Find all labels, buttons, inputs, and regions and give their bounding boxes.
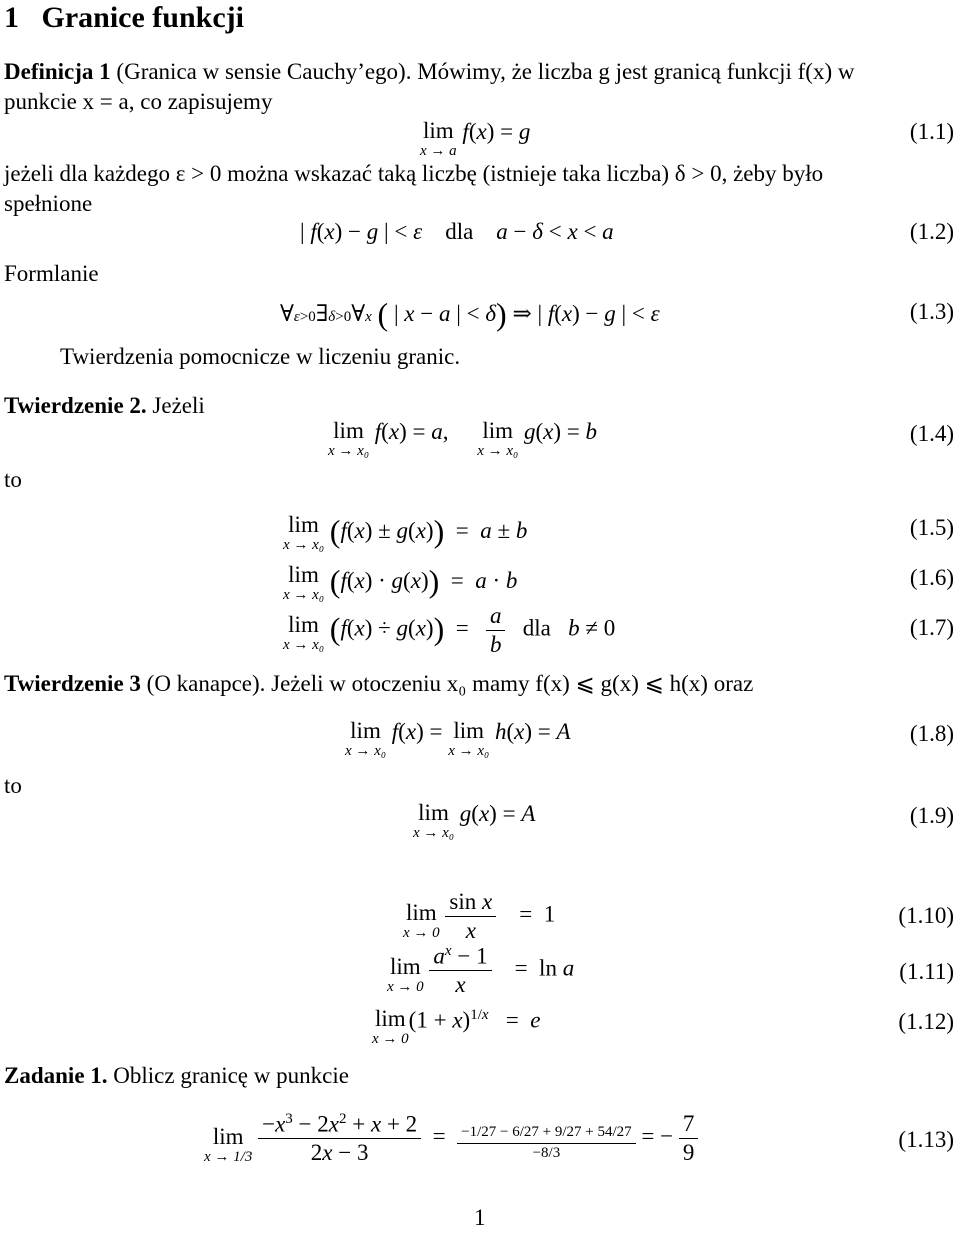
formula-1-11: lim x → 0 $\frac{a^x - 1}{x}$ = ln a (387, 943, 575, 998)
eq-number-1-4: (1.4) (909, 421, 954, 446)
definition-name: (Granica w sensie Cauchy’ego). (116, 59, 412, 84)
formula-1-1: lim x → a f(x) = g (420, 118, 531, 160)
formula-1-5: lim x → x₀ (f(x) ± g(x)) = a ± b (283, 512, 528, 554)
eq-number-1-8: (1.8) (909, 721, 954, 746)
theorem-3-label: Twierdzenie 3 (4, 671, 141, 696)
section-title: Granice funkcji (41, 1, 244, 34)
exercise-label: Zadanie 1. (4, 1063, 108, 1088)
formula-1-6: lim x → x₀ (f(x) · g(x)) = a · b (283, 562, 518, 604)
eq-number-1-5: (1.5) (909, 515, 954, 540)
definition-line-1 (4, 58, 855, 86)
definition-label: Definicja 1 (4, 59, 111, 84)
formula-1-13: lim x → 1/3 $\frac{-x^3 - 2x^2 + x + 2}{2x - 3}$ = $\frac{-1/27 - 6/27 + 9/27 + 54/27}{-8/3}$ = − $\frac{7}{9}$ (204, 1110, 698, 1167)
eq-number-1-9: (1.9) (909, 803, 954, 828)
eq-number-1-3: (1.3) (909, 299, 954, 324)
formula-1-8: lim x → x₀ f(x) = lim x → x₀ h(x) = A (345, 718, 571, 760)
page-number: 1 (474, 1205, 486, 1230)
eq-number-1-10: (1.10) (898, 903, 954, 928)
theorem-3-name: (O kanapce). (146, 671, 266, 696)
formula-1-12: lim x → 0 $(1 + x)^{1/x} = e$ (372, 1006, 541, 1048)
theorem-3-text: Jeżeli w otoczeniu x₀ mamy f(x) ⩽ g(x) ⩽ h(x) oraz (271, 671, 754, 696)
eq-number-1-13: (1.13) (898, 1127, 954, 1152)
formula-1-2: | f(x) − g | < ε dla a − δ < x < a (300, 219, 614, 244)
exercise-text: Oblicz granicę w punkcie (113, 1063, 349, 1088)
condition-line-2: spełnione (4, 191, 93, 216)
theorem-2-to: to (4, 467, 22, 492)
eq-number-1-2: (1.2) (909, 219, 954, 244)
formula-1-3: ∀ε>0∃δ>0∀x ( | x − a | < δ) ⇒ | f(x) − g | < ε (280, 296, 660, 332)
section-heading (4, 0, 244, 36)
condition-line-1: jeżeli dla każdego ε > 0 można wskazać taką liczbę (istnieje taka liczba) δ > 0, żeby było (4, 161, 824, 186)
theorem-2-heading (4, 392, 205, 420)
definition-line-2: punkcie x = a, co zapisujemy (4, 89, 273, 114)
theorem-2-label: Twierdzenie 2. (4, 393, 147, 418)
section-number: 1 (4, 1, 19, 34)
formula-1-10: lim x → 0 $\frac{\text{sin x}}{x}$ = 1 (403, 889, 556, 943)
exercise-heading (4, 1062, 349, 1090)
eq-number-1-12: (1.12) (898, 1009, 954, 1034)
theorem-3-heading (4, 670, 753, 698)
theorem-3-to: to (4, 773, 22, 798)
helper-note: Twierdzenia pomocnicze w liczeniu granic. (60, 344, 461, 369)
formula-1-4: lim x → x₀ f(x) = a, lim x → x₀ g(x) = b (328, 418, 598, 460)
eq-number-1-1: (1.1) (909, 119, 954, 144)
eq-number-1-6: (1.6) (909, 565, 954, 590)
definition-text: Mówimy, że liczba g jest granicą funkcji f(x) w (417, 59, 855, 84)
eq-number-1-11: (1.11) (899, 959, 954, 984)
eq-number-1-7: (1.7) (909, 615, 954, 640)
theorem-2-text: Jeżeli (152, 393, 205, 418)
formula-1-7: lim x → x₀ (f(x) ÷ g(x)) = $\frac{a}{b}$ dla b ≠ 0 (283, 603, 616, 657)
formal-label: Formlanie (4, 261, 99, 286)
formula-1-9: lim x → x₀ g(x) = A (413, 800, 536, 842)
